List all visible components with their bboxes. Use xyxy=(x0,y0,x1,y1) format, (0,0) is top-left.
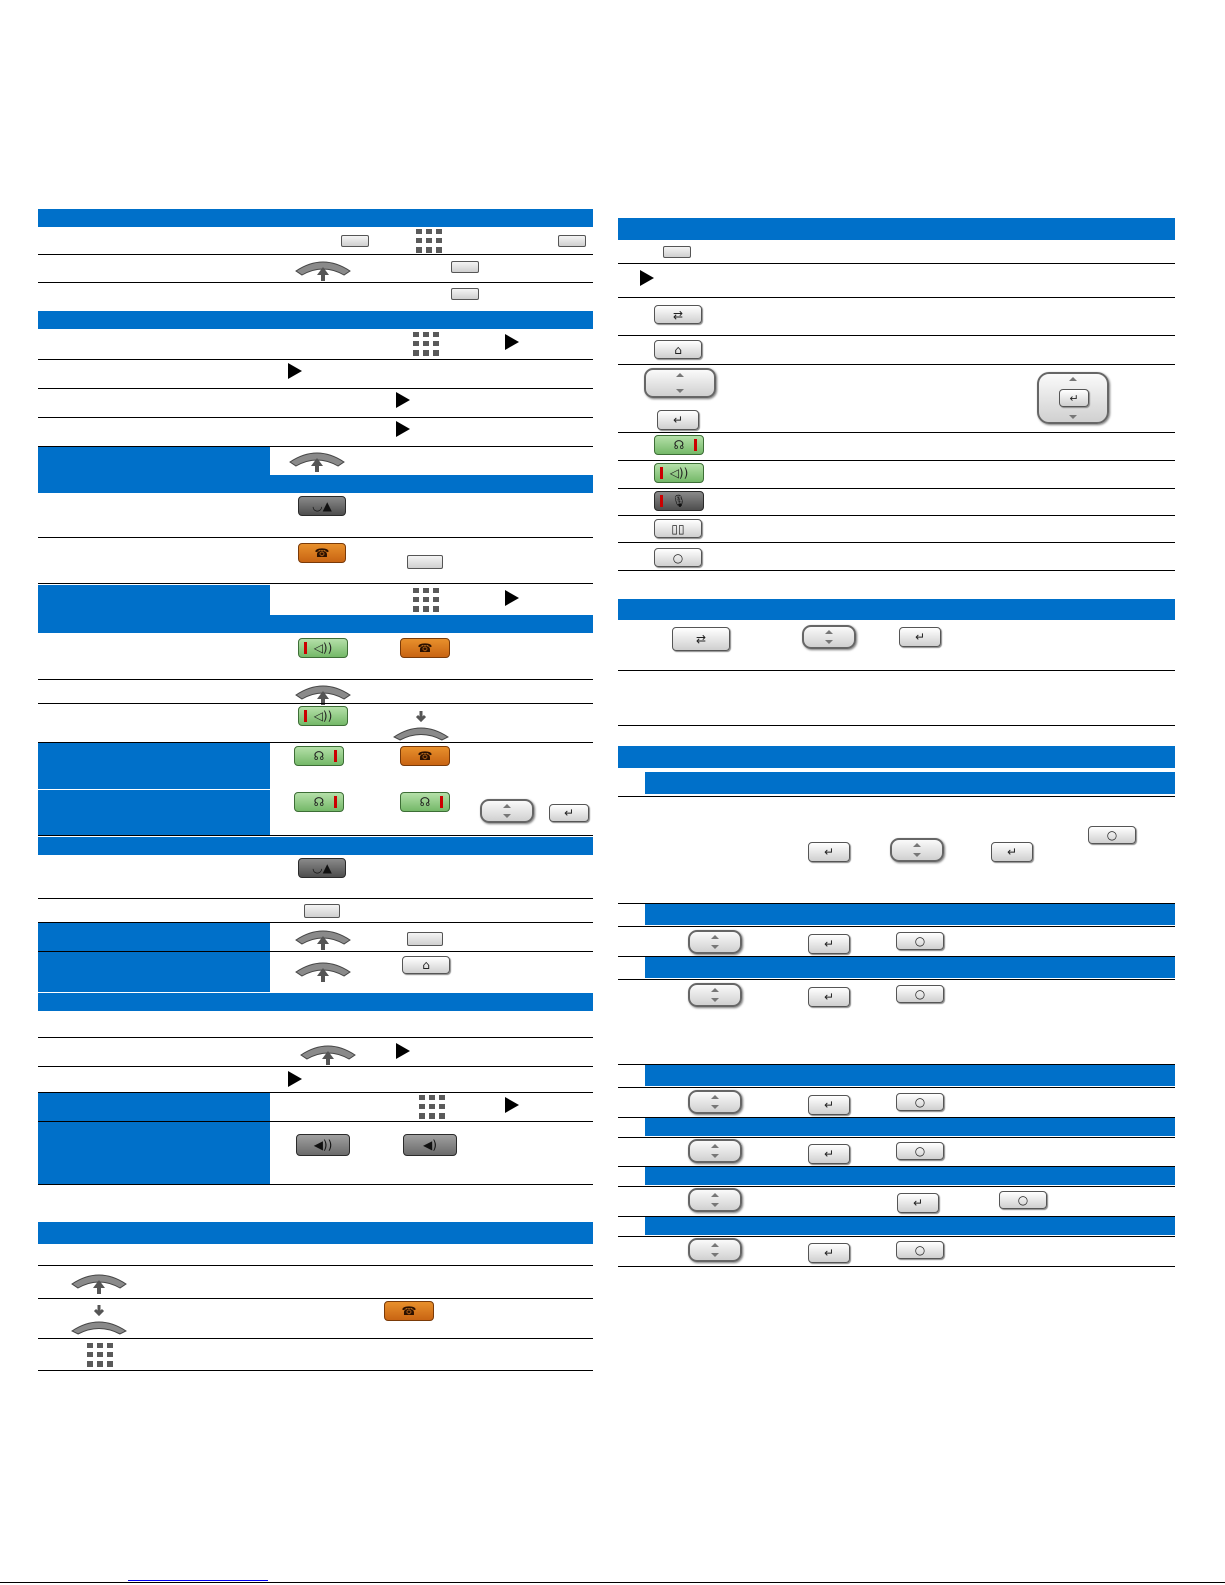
headset-key-icon: ☊ xyxy=(294,792,344,812)
navigation-key-icon xyxy=(688,1090,742,1114)
row-rule xyxy=(38,254,593,255)
keypad-icon xyxy=(419,1095,445,1119)
section-label-cell xyxy=(38,447,270,475)
row-rule xyxy=(38,1037,593,1038)
softkey-oval-icon: ○ xyxy=(896,1142,944,1160)
play-arrow-icon xyxy=(505,1097,519,1113)
footer-link-underline[interactable] xyxy=(128,1580,268,1581)
row-rule xyxy=(618,956,1175,957)
transfer-key-icon: ⇄ xyxy=(654,305,702,324)
play-arrow-icon xyxy=(505,590,519,606)
enter-key-icon: ↵ xyxy=(808,1144,850,1164)
section-header-bar xyxy=(618,218,1175,240)
speaker-key-icon: ◁)) xyxy=(298,706,348,726)
speaker-key-icon: ◁)) xyxy=(298,638,348,658)
soft-key-icon xyxy=(304,904,340,918)
softkey-oval-icon: ○ xyxy=(999,1191,1047,1209)
section-header-bar xyxy=(38,615,593,633)
row-rule xyxy=(618,297,1175,298)
play-arrow-icon xyxy=(640,270,654,286)
row-rule xyxy=(618,1087,1175,1088)
transfer-key-icon: ⇄ xyxy=(672,627,730,651)
section-header-bar xyxy=(38,1222,593,1244)
row-rule xyxy=(618,1216,1175,1217)
soft-key-icon xyxy=(451,288,479,300)
row-rule xyxy=(38,583,593,584)
keypad-icon xyxy=(413,588,439,612)
enter-key-icon: ↵ xyxy=(549,804,589,822)
play-arrow-icon xyxy=(288,363,302,379)
row-rule xyxy=(618,263,1175,264)
section-label-cell xyxy=(38,1093,270,1121)
row-rule xyxy=(618,335,1175,336)
play-arrow-icon xyxy=(505,334,519,350)
row-rule xyxy=(38,703,593,704)
soft-key-icon xyxy=(341,235,369,247)
row-rule xyxy=(618,515,1175,516)
handset-hang-icon: ☎ xyxy=(400,746,450,766)
speaker-key-icon: ◁)) xyxy=(654,463,704,483)
section-header-bar xyxy=(38,311,593,329)
navigation-key-icon xyxy=(688,1238,742,1262)
row-rule xyxy=(38,359,593,360)
section-header-bar xyxy=(38,475,593,493)
footer-rule xyxy=(0,1582,1225,1583)
navigation-key-icon xyxy=(688,1188,742,1212)
row-rule xyxy=(38,1184,593,1185)
subsection-header-bar xyxy=(645,1065,1175,1086)
headset-key-icon: ☊ xyxy=(400,792,450,812)
softkey-oval-icon: ○ xyxy=(1088,826,1136,844)
handset-lift-icon xyxy=(68,1270,130,1296)
hold-key-icon: ⌂ xyxy=(654,340,702,359)
navigation-key-icon xyxy=(802,625,856,649)
enter-key-icon: ↵ xyxy=(991,842,1033,862)
volume-up-key-icon: ◀)) xyxy=(296,1134,350,1156)
enter-key-icon: ↵ xyxy=(808,987,850,1007)
row-rule xyxy=(618,1117,1175,1118)
section-label-cell xyxy=(38,1122,270,1184)
release-key-icon: ◡▲ xyxy=(298,858,346,878)
section-header-bar xyxy=(618,599,1175,620)
softkey-oval-icon: ○ xyxy=(654,548,702,567)
row-rule xyxy=(38,537,593,538)
enter-key-icon: ↵ xyxy=(808,1095,850,1115)
section-header-bar xyxy=(618,746,1175,768)
handset-hang-icon xyxy=(68,1303,130,1335)
navigation-key-icon xyxy=(688,1139,742,1163)
play-arrow-icon xyxy=(288,1071,302,1087)
navigation-key-icon xyxy=(688,983,742,1007)
row-rule xyxy=(618,1137,1175,1138)
keypad-icon xyxy=(416,229,442,253)
row-rule xyxy=(38,1298,593,1299)
section-label-cell xyxy=(38,923,270,951)
soft-key-icon xyxy=(451,261,479,273)
row-rule xyxy=(618,979,1175,980)
subsection-header-bar xyxy=(645,1167,1175,1185)
row-rule xyxy=(38,679,593,680)
enter-key-icon: ↵ xyxy=(808,1243,850,1263)
row-rule xyxy=(38,1066,593,1067)
soft-key-icon xyxy=(558,235,586,247)
play-arrow-icon xyxy=(396,1043,410,1059)
play-arrow-icon xyxy=(396,421,410,437)
volume-down-key-icon: ◀) xyxy=(403,1134,457,1156)
enter-key-icon: ↵ xyxy=(897,1193,939,1213)
section-label-cell xyxy=(38,790,270,835)
keypad-icon xyxy=(87,1343,113,1367)
row-rule xyxy=(618,460,1175,461)
handset-hang-icon: ☎ xyxy=(384,1301,434,1321)
mute-key-icon: 🎙 xyxy=(654,491,704,511)
soft-key-icon xyxy=(407,932,443,946)
handset-lift-icon xyxy=(292,926,354,952)
softkey-oval-icon: ○ xyxy=(896,1093,944,1111)
headset-key-icon: ☊ xyxy=(294,746,344,766)
row-rule xyxy=(618,1266,1175,1267)
subsection-header-bar xyxy=(645,957,1175,978)
release-key-icon: ◡▲ xyxy=(298,496,346,516)
enter-key-icon: ↵ xyxy=(808,934,850,954)
handset-lift-icon xyxy=(292,257,354,283)
row-rule xyxy=(618,725,1175,726)
row-rule xyxy=(618,488,1175,489)
row-rule xyxy=(38,388,593,389)
handset-lift-icon xyxy=(286,448,348,474)
keypad-icon xyxy=(413,332,439,356)
softkey-oval-icon: ○ xyxy=(896,985,944,1003)
enter-key-icon: ↵ xyxy=(808,842,850,862)
row-rule xyxy=(618,1166,1175,1167)
row-rule xyxy=(618,1064,1175,1065)
row-rule xyxy=(618,364,1175,365)
navigation-key-icon xyxy=(890,838,944,862)
section-label-cell xyxy=(38,585,270,615)
section-label-cell xyxy=(38,952,270,992)
enter-key-icon: ↵ xyxy=(657,410,699,430)
navigation-cluster-icon xyxy=(1037,372,1109,424)
subsection-header-bar xyxy=(645,1217,1175,1235)
section-header-bar xyxy=(38,837,593,855)
row-rule xyxy=(618,1186,1175,1187)
row-rule xyxy=(38,1370,593,1371)
row-rule xyxy=(38,835,593,836)
section-header-bar xyxy=(38,993,593,1011)
handset-hang-icon xyxy=(390,709,452,741)
row-rule xyxy=(618,670,1175,671)
section-label-cell xyxy=(38,743,270,789)
section-header-bar xyxy=(38,209,593,227)
row-rule xyxy=(618,796,1175,797)
softkey-oval-icon: ○ xyxy=(896,932,944,950)
enter-key-icon: ↵ xyxy=(1059,389,1089,407)
row-rule xyxy=(38,417,593,418)
row-rule xyxy=(618,926,1175,927)
handset-lift-icon xyxy=(297,1041,359,1067)
subsection-header-bar xyxy=(645,772,1175,794)
row-rule xyxy=(38,1265,593,1266)
hold-key-icon: ⌂ xyxy=(402,956,450,974)
handset-lift-icon xyxy=(292,958,354,984)
row-rule xyxy=(618,432,1175,433)
soft-key-icon xyxy=(407,555,443,569)
row-rule xyxy=(38,898,593,899)
row-rule xyxy=(618,903,1175,904)
navigation-key-icon xyxy=(644,368,716,398)
row-rule xyxy=(618,570,1175,571)
soft-key-icon xyxy=(663,246,691,258)
row-rule xyxy=(618,542,1175,543)
navigation-key-icon xyxy=(480,799,534,823)
play-arrow-icon xyxy=(396,392,410,408)
subsection-header-bar xyxy=(645,1118,1175,1136)
row-rule xyxy=(618,1236,1175,1237)
enter-key-icon: ↵ xyxy=(899,627,941,647)
handset-hang-icon: ☎ xyxy=(298,543,346,563)
handset-hang-icon: ☎ xyxy=(400,638,450,658)
softkey-oval-icon: ○ xyxy=(896,1241,944,1259)
headset-key-icon: ☊ xyxy=(654,435,704,455)
subsection-header-bar xyxy=(645,904,1175,925)
row-rule xyxy=(38,1338,593,1339)
navigation-key-icon xyxy=(688,930,742,954)
directory-key-icon: ▯▯ xyxy=(654,519,702,538)
